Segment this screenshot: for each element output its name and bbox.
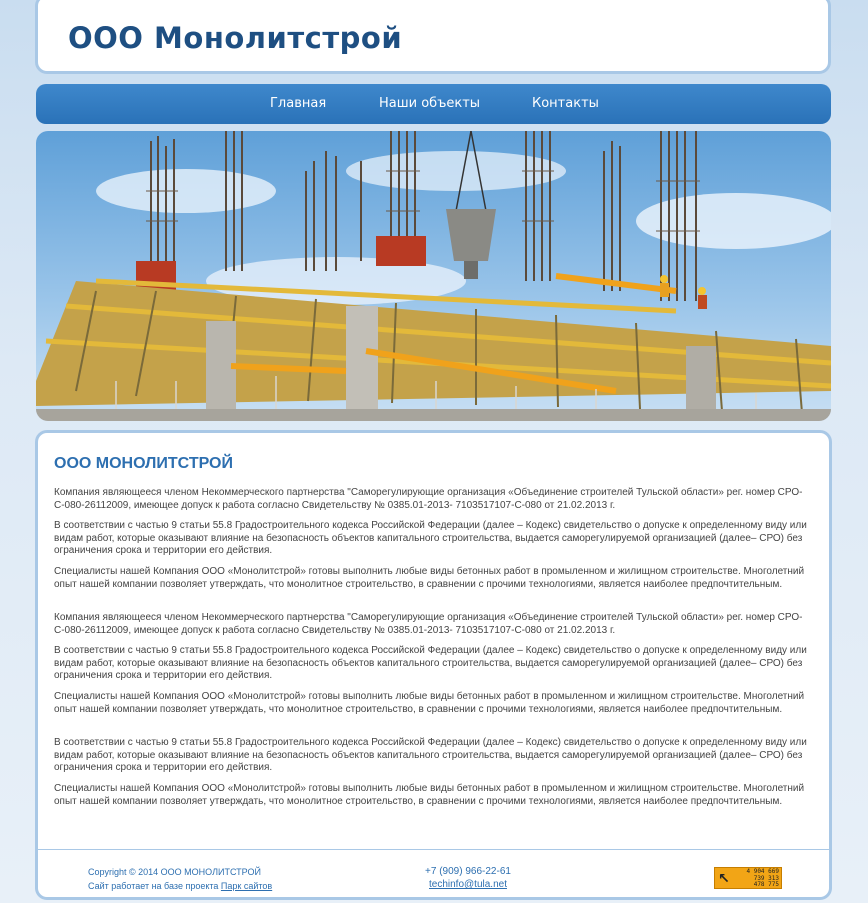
- paragraph-6: Специалисты нашей Компания ООО «Монолитстрой» готовы выполнить любые виды бетонных работ в промыленном и жилищном строительстве. Многолетний опыт нашей компании позволяет утверждать, что монолитное строительство, в сравнении с прочими технологиями, является наиболее предпочтительным.: [54, 691, 805, 715]
- main-nav: [36, 84, 831, 124]
- construction-banner-image: [36, 131, 831, 421]
- made-on-line: [88, 879, 272, 893]
- content-title: ООО МОНОЛИТСТРОЙ: [54, 455, 233, 472]
- paragraph-7: В соответствии с частью 9 статьи 55.8 Градостроительного кодекса Российской Федерации (далее – Кодекс) свидетельство о допуске к определенному виду или видам работ, которые оказывают влияние на безопасность объектов капитального строительства, выдается саморегулируемой организацией (далее– СРО) без ограничения срока и территории его действия.: [54, 737, 807, 774]
- footer-contacts: [398, 865, 538, 891]
- email-link[interactable]: techinfo@tula.net: [429, 879, 507, 890]
- nav-item-home[interactable]: Главная: [270, 96, 327, 111]
- visit-counter[interactable]: [714, 867, 782, 889]
- paragraph-8: Специалисты нашей Компания ООО «Монолитстрой» готовы выполнить любые виды бетонных работ в промыленном и жилищном строительстве. Многолетний опыт нашей компании позволяет утверждать, что монолитное строительство, в сравнении с прочими технологиями, является наиболее предпочтительным.: [54, 783, 805, 807]
- content-panel: [35, 430, 832, 900]
- park-saytov-link[interactable]: Парк сайтов: [220, 881, 273, 891]
- paragraph-3: Специалисты нашей Компания ООО «Монолитстрой» готовы выполнить любые виды бетонных работ в промыленном и жилищном строительстве. Многолетний опыт нашей компании позволяет утверждать, что монолитное строительство, в сравнении с прочими технологиями, является наиболее предпочтительным.: [54, 566, 805, 590]
- footer-divider: [38, 849, 829, 850]
- paragraph-1: Компания являющееся членом Некоммерческого партнерства "Саморегулирующие организация «Объединение строителей Тульской области» рег. номер СРО-С-080-26112009, имеющее допуск к работа согласно Свидетельству № 0385.01-2013- 7103517107-С-080 от 21.02.2013 г.: [54, 487, 803, 511]
- counter-values: [737, 869, 779, 889]
- paragraph-2: В соответствии с частью 9 статьи 55.8 Градостроительного кодекса Российской Федерации (далее – Кодекс) свидетельство о допуске к определенному виду или видам работ, которые оказывают влияние на безопасность объектов капитального строительства, выдается саморегулируемой организацией (далее– СРО) без ограничения срока и территории его действия.: [54, 520, 807, 557]
- arrow-up-left-icon: ↖: [718, 870, 730, 886]
- paragraph-5: В соответствии с частью 9 статьи 55.8 Градостроительного кодекса Российской Федерации (далее – Кодекс) свидетельство о допуске к определенному виду или видам работ, которые оказывают влияние на безопасность объектов капитального строительства, выдается саморегулируемой организацией (далее– СРО) без ограничения срока и территории его действия.: [54, 645, 807, 682]
- phone-number: +7 (909) 966-22-61: [425, 866, 511, 877]
- site-header: [35, 0, 831, 74]
- counter-line-3: 478 775: [753, 881, 779, 888]
- counter-line-1: 4 904 669: [746, 868, 779, 875]
- paragraph-4: Компания являющееся членом Некоммерческого партнерства "Саморегулирующие организация «Объединение строителей Тульской области» рег. номер СРО-С-080-26112009, имеющее допуск к работа согласно Свидетельству № 0385.01-2013- 7103517107-С-080 от 21.02.2013 г.: [54, 612, 803, 636]
- counter-line-2: 739 313: [753, 874, 779, 882]
- site-title: ООО Монолитстрой: [68, 21, 403, 55]
- made-on-prefix: Сайт работает на базе проекта: [88, 881, 219, 891]
- footer-copyright-block: [88, 865, 272, 893]
- construction-illustration: [36, 131, 831, 421]
- copyright-text: Copyright © 2014 ООО МОНОЛИТСТРОЙ: [88, 867, 261, 877]
- nav-item-contacts[interactable]: Контакты: [532, 96, 599, 111]
- nav-item-objects[interactable]: Наши объекты: [379, 96, 481, 111]
